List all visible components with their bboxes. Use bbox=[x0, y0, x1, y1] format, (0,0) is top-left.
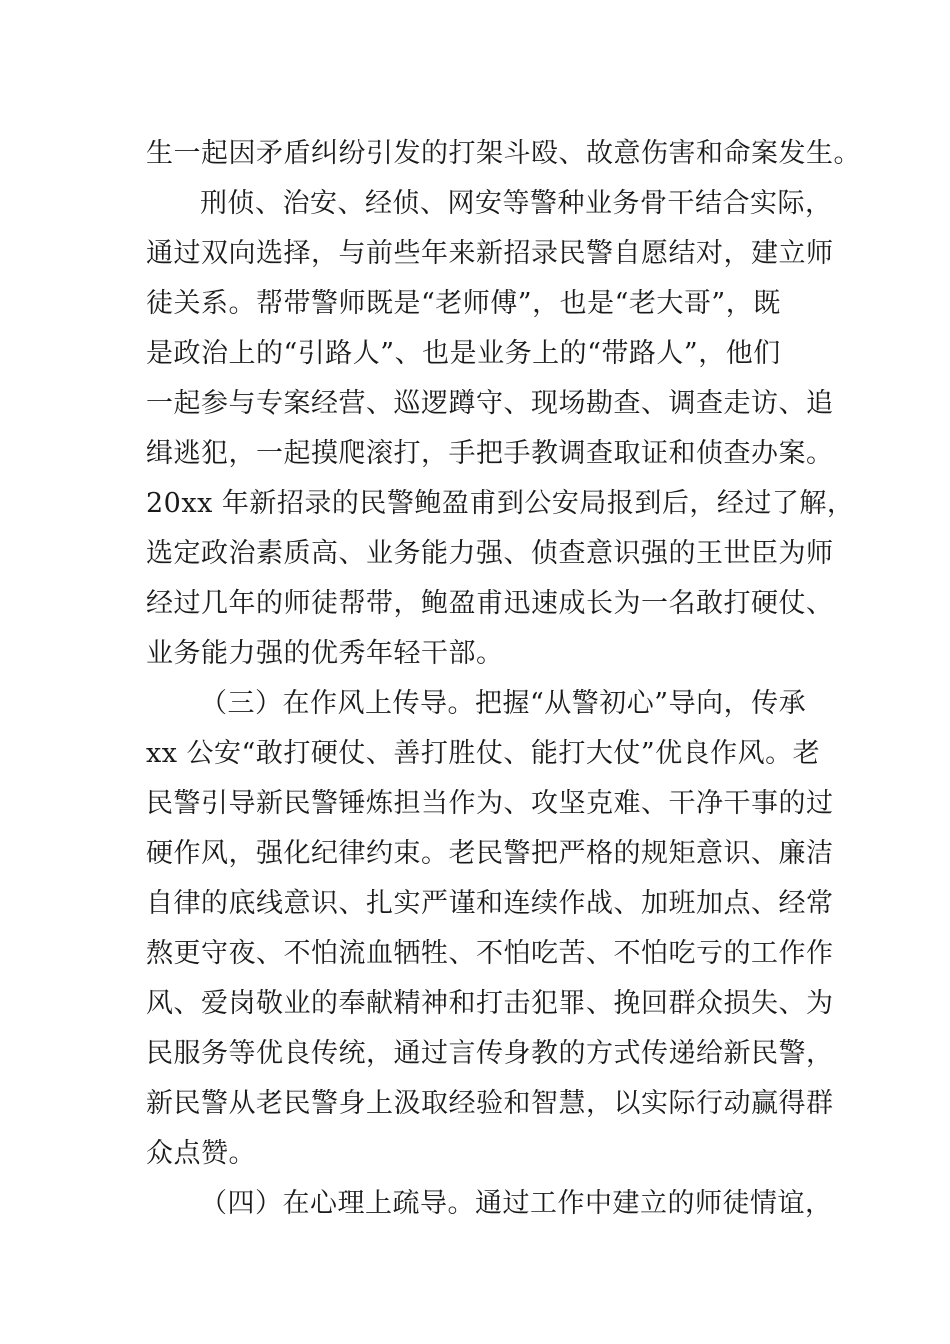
text-line: 是政治上的“引路人”、也是业务上的“带路人”，他们 bbox=[146, 338, 781, 369]
text-line: 生一起因矛盾纠纷引发的打架斗殴、故意伤害和命案发生。 bbox=[146, 138, 861, 169]
text-line: 民警引导新民警锤炼担当作为、攻坚克难、干净干事的过 bbox=[146, 788, 834, 819]
text-line: 经过几年的师徒帮带，鲍盈甫迅速成长为一名敢打硬仗、 bbox=[146, 588, 834, 619]
text-line: 民服务等优良传统，通过言传身教的方式传递给新民警， bbox=[146, 1038, 834, 1069]
text-line: 业务能力强的优秀年轻干部。 bbox=[146, 638, 504, 669]
text-line: 风、爱岗敬业的奉献精神和打击犯罪、挽回群众损失、为 bbox=[146, 988, 834, 1019]
text-line: 选定政治素质高、业务能力强、侦查意识强的王世臣为师 bbox=[146, 538, 834, 569]
text-line: 硬作风，强化纪律约束。老民警把严格的规矩意识、廉洁 bbox=[146, 838, 834, 869]
text-line: 熬更守夜、不怕流血牺牲、不怕吃苦、不怕吃亏的工作作 bbox=[146, 938, 834, 969]
text-line: 刑侦、治安、经侦、网安等警种业务骨干结合实际， bbox=[200, 188, 833, 219]
text-line: 众点赞。 bbox=[146, 1138, 256, 1169]
text-line: 通过双向选择，与前些年来新招录民警自愿结对，建立师 bbox=[146, 238, 834, 269]
body-text bbox=[146, 129, 861, 1229]
text-line: 缉逃犯，一起摸爬滚打，手把手教调查取证和侦查办案。 bbox=[146, 438, 834, 469]
text-line: 新民警从老民警身上汲取经验和智慧，以实际行动赢得群 bbox=[146, 1088, 834, 1119]
text-line: 一起参与专案经营、巡逻蹲守、现场勘查、调查走访、追 bbox=[146, 388, 834, 419]
text-line: 徒关系。帮带警师既是“老师傅”，也是“老大哥”，既 bbox=[146, 288, 781, 319]
text-line: 自律的底线意识、扎实严谨和连续作战、加班加点、经常 bbox=[146, 888, 834, 919]
text-line: 20xx 年新招录的民警鲍盈甫到公安局报到后，经过了解， bbox=[146, 488, 855, 519]
text-line: （三）在作风上传导。把握“从警初心”导向，传承 bbox=[200, 688, 807, 719]
text-line: xx 公安“敢打硬仗、善打胜仗、能打大仗”优良作风。老 bbox=[146, 738, 821, 769]
text-line: （四）在心理上疏导。通过工作中建立的师徒情谊， bbox=[200, 1188, 833, 1219]
